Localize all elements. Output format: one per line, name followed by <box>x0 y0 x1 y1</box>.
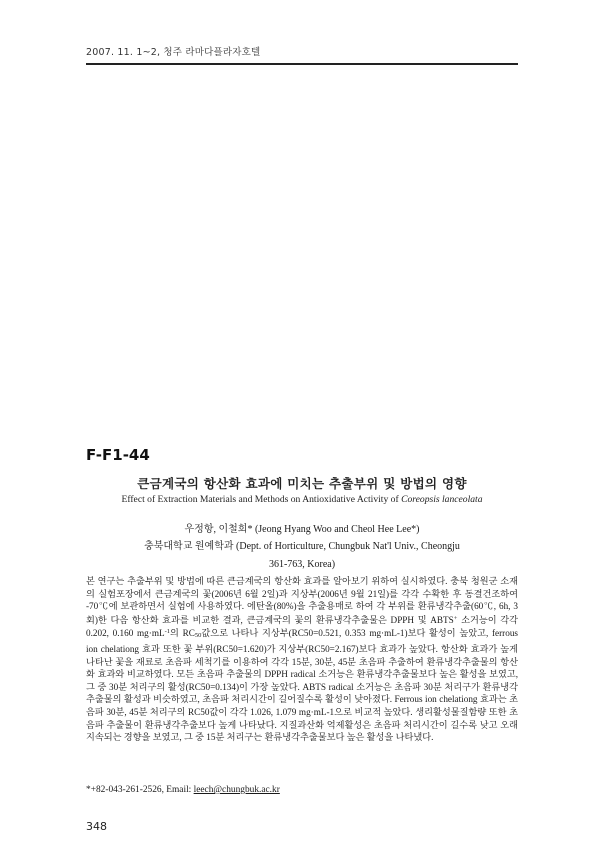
abstract-part-2: 소거능이 각각 0.202, 0.160 mg·mL <box>86 614 518 639</box>
abstract-part-1: 본 연구는 추출부위 및 방법에 따른 큰금계국의 항산화 효과를 알아보기 위하여 실시하였다. 충북 청원군 소재의 실험포장에서 큰금계국의 꽃(2006년 6월 2일)과 지상부(2006년 9월 21일)를 각각 수확한 후 동결건조하여 -70℃에 보관하면서 실험에 사용하였다. 에탄올(80%)을 추출용매로 하여 각 부위를 환류냉각추출(60℃, 6h, 3회)한 다음 항산화 효과를 비교한 결과, 큰금계국의 꽃의 환류냉각추출물은 DPPH 및 ABTS <box>86 576 518 625</box>
abts-superscript: + <box>453 614 458 622</box>
contact-line <box>86 785 280 795</box>
affiliation <box>86 538 518 574</box>
page-number: 348 <box>86 820 107 833</box>
unit-superscript: -1 <box>164 628 171 636</box>
title-english-main: Effect of Extraction Materials and Methods on Antioxidative Activity of <box>121 494 402 505</box>
abstract-part-4: 값으로 나타나 지상부(RC50=0.521, 0.353 mg·mL-1)보다 활성이 높았고, ferrous ion chelationg 효과 또한 꽃 부위(RC50=1.620)가 지상부(RC50=2.167)보다 효과가 높았다. 항산화 효과가 높게 나타난 꽃을 재료로 초음파 세척기를 이용하여 각각 15분, 30분, 45분 초음파 추출하여 환류냉각추출물의 항산화 효과와 비교하였다. 모든 초음파 추출물의 DPPH radical 소거능은 환류냉각추출물보다 높은 활성을 보였고, 그 중 30분 처리구의 활성(RC50=0.134)이 가장 높았다. ABTS radical 소거능은 초음파 30분 처리구가 환류냉각추출물의 활성과 비슷하였고, 초음파 처리시간이 길어질수록 활성이 낮아졌다. Ferrous ion chelationg 효과는 초음파 30분, 45분 처리구의 RC50값이 각각 1.026, 1.079 mg·mL-1으로 비교적 높았다. 생리활성물질함량 또한 초음파 추출물이 환류냉각추출보다 높게 나타났다. 지질과산화 억제활성은 초음파 처리시간이 길수록 낮고 오래 지속되는 경향을 보였고, 그 중 15분 처리구는 환류냉각추출물보다 높은 활성을 나타냈다. <box>86 628 518 743</box>
affiliation-line-1: 충북대학교 원예학과 (Dept. of Horticulture, Chungbuk Nat'l Univ., Cheongju <box>144 541 460 552</box>
contact-email-link[interactable]: leech@chungbuk.ac.kr <box>193 785 280 795</box>
running-header: 2007. 11. 1~2, 청주 라마다플라자호텔 <box>86 47 261 58</box>
session-code: F-F1-44 <box>86 446 150 464</box>
abstract-part-3: 의 RC <box>170 628 195 639</box>
title-english-species: Coreopsis lanceolata <box>401 494 483 505</box>
authors: 우정항, 이철희* (Jeong Hyang Woo and Cheol Hee Lee*) <box>184 524 420 535</box>
title-korean: 큰금계국의 항산화 효과에 미치는 추출부위 및 방법의 영향 <box>137 476 467 491</box>
header-rule <box>86 63 518 65</box>
affiliation-line-2: 361-763, Korea) <box>268 559 336 570</box>
title-english <box>86 494 518 505</box>
abstract-body <box>86 575 518 744</box>
rc-subscript: 50 <box>194 632 202 640</box>
contact-phone: *+82-043-261-2526, Email: <box>86 785 194 795</box>
